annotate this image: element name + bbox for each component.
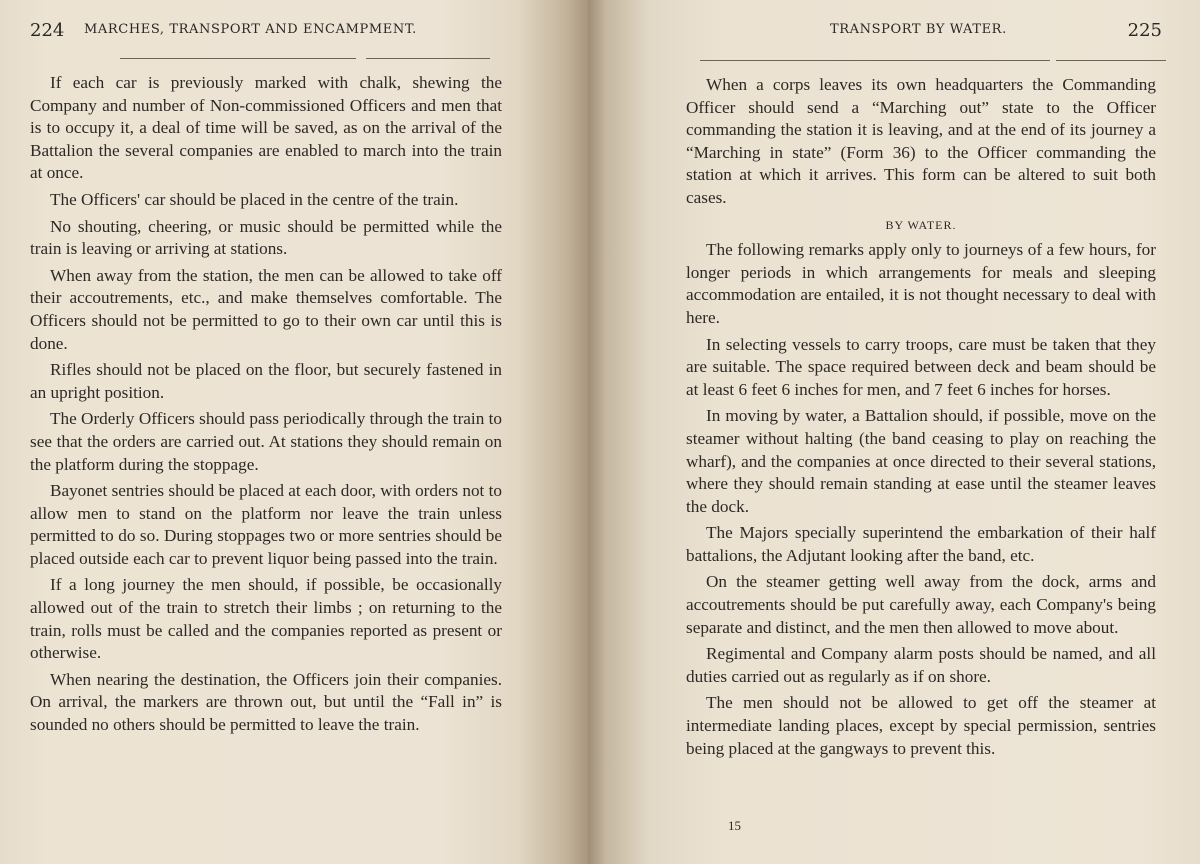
paragraph: The following remarks apply only to journeys of a few hours, for longer periods in which arrangements for meals and sleeping accommodation are entailed, it is not thought necessary to deal with here.: [686, 240, 1156, 327]
paragraph: The Orderly Officers should pass periodically through the train to see that the orders are carried out. At stations they should remain on the platform during the stoppage.: [30, 409, 502, 474]
paragraph: When nearing the destination, the Officers join their companies. On arrival, the markers are thrown out, but until the “Fall in” is sounded no others should be permitted to leave the train.: [30, 669, 502, 735]
paragraph: When a corps leaves its own headquarters the Commanding Officer should send a “Marching out” state to the Officer commanding the station it is leaving, and at the end of its journey a “Marching in state” (Form 36) to the Officer commanding the station at which it arrives. This form can be altered to suit both cases.: [686, 75, 1156, 207]
right-page-number: 225: [1127, 20, 1162, 41]
left-header-rule: [120, 58, 356, 59]
right-header-rule: [700, 60, 1050, 61]
left-page: [0, 0, 588, 864]
left-header-rule-short: [366, 58, 490, 59]
paragraph: If each car is previously marked with chalk, shewing the Company and number of Non-commissioned Officers and men that is to occupy it, a deal of time will be saved, as on the arrival of the Battalion the several companies are enabled to march into the train at once.: [30, 73, 502, 183]
section-heading: BY WATER.: [885, 217, 957, 232]
paragraph: When away from the station, the men can be allowed to take off their accoutrements, etc., and make themselves comfortable. The Officers should not be permitted to go to their own car until this is done.: [30, 265, 502, 353]
paragraph: Bayonet sentries should be placed at each door, with orders not to allow men to stand on the platform nor leave the train unless permitted to do so. During stoppages two or more sentries should be placed outside each car to prevent liquor being passed into the train.: [30, 481, 502, 568]
paragraph: In selecting vessels to carry troops, care must be taken that they are suitable. The space required between deck and beam should be at least 6 feet 6 inches for men, and 7 feet 6 inches for horses.: [686, 334, 1156, 399]
right-page: [588, 0, 1200, 864]
left-body: [30, 72, 502, 741]
paragraph: No shouting, cheering, or music should be permitted while the train is leaving or arriving at stations.: [30, 216, 502, 259]
paragraph: The Majors specially superintend the embarkation of their half battalions, the Adjutant looking after the band, etc.: [686, 523, 1156, 565]
paragraph: Regimental and Company alarm posts should be named, and all duties carried out as regularly as if on shore.: [686, 644, 1156, 686]
paragraph: Rifles should not be placed on the floor, but securely fastened in an upright position.: [30, 360, 502, 402]
right-header-rule-short: [1056, 60, 1166, 61]
paragraph: The men should not be allowed to get off the steamer at intermediate landing places, except by special permission, sentries being placed at the gangways to prevent this.: [686, 693, 1156, 758]
left-page-number: 224: [30, 20, 65, 41]
paragraph: If a long journey the men should, if possible, be occasionally allowed out of the train to stretch their limbs ; on returning to the train, rolls must be called and the companies reported as present or otherwise.: [30, 575, 502, 663]
right-running-head: TRANSPORT BY WATER.: [830, 22, 1007, 37]
left-running-head: MARCHES, TRANSPORT AND ENCAMPMENT.: [84, 22, 417, 37]
paragraph: In moving by water, a Battalion should, if possible, move on the steamer without halting (the band ceasing to play on reaching the wharf), and the companies at once directed to their several stations, where they should remain standing at ease until the steamer leaves the dock.: [686, 406, 1156, 516]
paragraph: On the steamer getting well away from the dock, arms and accoutrements should be put carefully away, each Company's being separate and distinct, and the men then allowed to move about.: [686, 572, 1156, 637]
paragraph: The Officers' car should be placed in the centre of the train.: [50, 189, 459, 209]
signature-mark: 15: [728, 818, 741, 833]
right-body: [686, 74, 1156, 764]
